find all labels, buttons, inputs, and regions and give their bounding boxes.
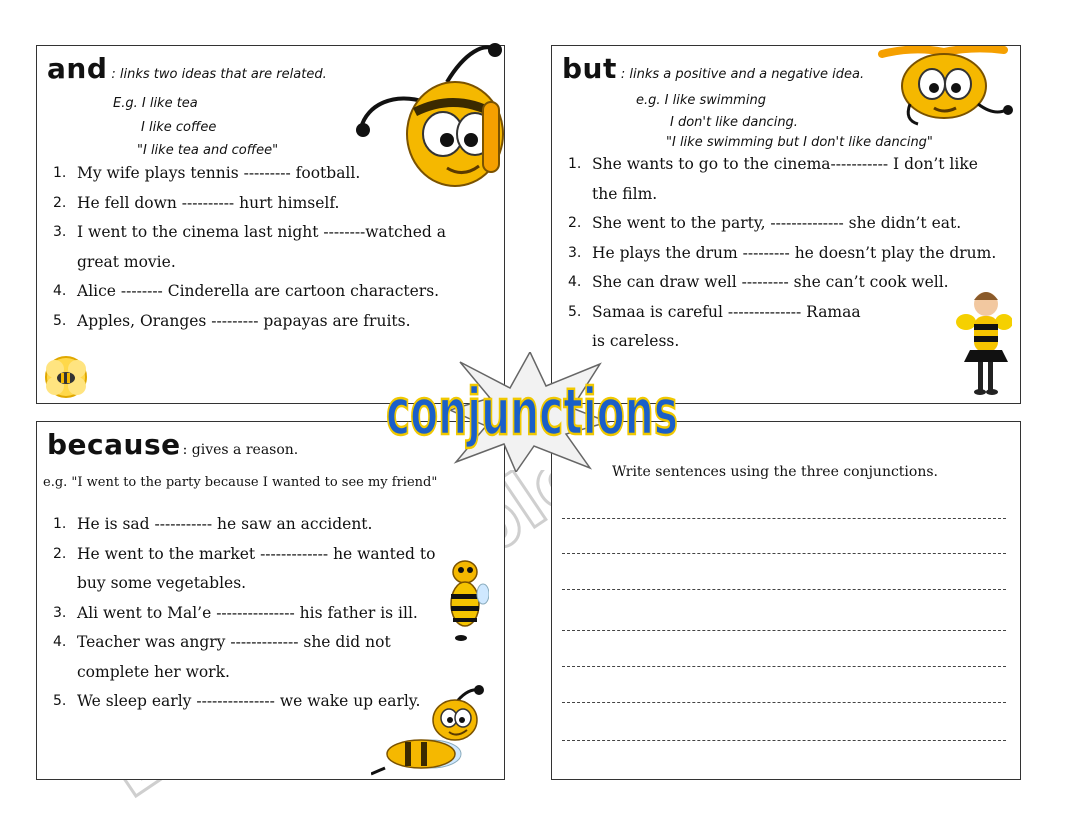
because-example: e.g. "I went to the party because I wanted to see my friend" (43, 475, 438, 490)
but-heading (562, 52, 864, 85)
girl-bee-costume-icon (956, 282, 1012, 400)
and-definition: : links two ideas that are related. (111, 67, 327, 82)
but-questions (552, 150, 1014, 357)
writing-instruction: Write sentences using the three conjunctions. (612, 464, 938, 480)
list-item: 3. I went to the cinema last night --------watched a great movie. (53, 223, 446, 271)
bee-lounging-icon (371, 684, 487, 780)
bee-standing-icon (441, 558, 489, 642)
but-section (551, 45, 1021, 404)
and-example-3: "I like tea and coffee" (137, 143, 279, 158)
and-example-1: E.g. I like tea (113, 96, 198, 111)
title-banner (382, 368, 682, 454)
because-heading (47, 428, 298, 461)
list-item: 5. Samaa is careful -------------- Ramaa is careless. (568, 302, 861, 350)
writing-line-4[interactable] (562, 630, 1006, 631)
writing-line-2[interactable] (562, 553, 1006, 554)
bee-hanging-icon (874, 46, 1020, 128)
list-item: 2. He went to the market ------------- he wanted to buy some vegetables. (53, 544, 436, 592)
list-item: 4. Alice -------- Cinderella are cartoon characters. (53, 282, 440, 300)
list-item: 1. My wife plays tennis --------- football. (53, 164, 361, 182)
and-section (36, 45, 505, 404)
list-item: 3. Ali went to Mal’e --------------- his father is ill. (53, 603, 418, 622)
list-item: 1. She wants to go to the cinema----------- I don’t like the film. (568, 155, 978, 203)
writing-line-6[interactable] (562, 702, 1006, 703)
list-item: 2. He fell down ---------- hurt himself. (53, 193, 340, 212)
but-definition: : links a positive and a negative idea. (620, 67, 865, 82)
writing-line-7[interactable] (562, 740, 1006, 741)
but-example-3: "I like swimming but I don't like dancing" (666, 135, 933, 150)
writing-section (551, 421, 1021, 780)
list-item: 4. Teacher was angry ------------- she did not complete her work. (53, 633, 391, 681)
writing-line-5[interactable] (562, 666, 1006, 667)
list-item: 5. Apples, Oranges --------- papayas are fruits. (53, 311, 411, 330)
list-item: 3. He plays the drum --------- he doesn’t play the drum. (568, 243, 997, 262)
because-definition: : gives a reason. (182, 442, 299, 458)
and-heading (47, 52, 327, 85)
but-example-1: e.g. I like swimming (636, 93, 766, 108)
page-title: conjunctions (386, 376, 678, 450)
but-keyword: but (562, 52, 617, 85)
writing-line-1[interactable] (562, 518, 1006, 519)
writing-line-3[interactable] (562, 589, 1006, 590)
list-item: 4. She can draw well --------- she can’t cook well. (568, 273, 949, 291)
flower-bee-icon (41, 354, 91, 400)
list-item: 2. She went to the party, -------------- she didn’t eat. (568, 214, 962, 232)
list-item: 5. We sleep early --------------- we wake up early. (53, 692, 421, 710)
bee-peeking-icon (355, 42, 505, 194)
and-keyword: and (47, 52, 108, 85)
and-example-2: I like coffee (141, 120, 217, 135)
but-example-2: I don't like dancing. (670, 115, 798, 130)
because-section (36, 421, 505, 780)
because-keyword: because (47, 428, 181, 461)
list-item: 1. He is sad ----------- he saw an accident. (53, 515, 373, 533)
